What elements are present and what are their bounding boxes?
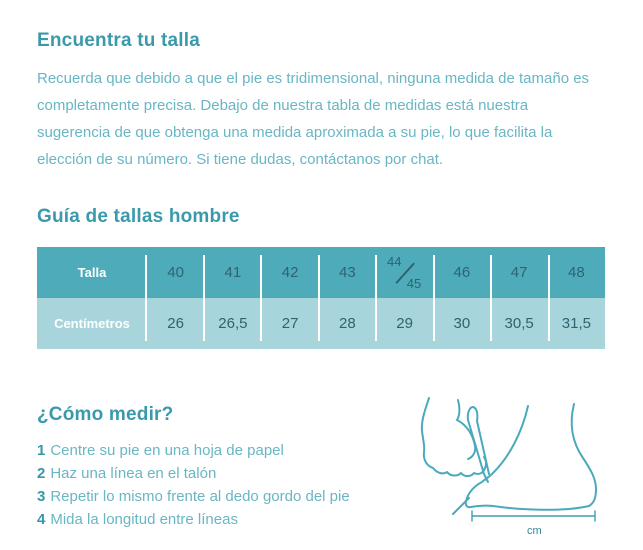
cm-cell: 30,5 [504,315,534,332]
wrist-inner-line [457,400,459,420]
cm-label: cm [527,525,542,537]
cm-cell: 26,5 [218,315,248,332]
step-number: 3 [37,488,46,505]
size-table [37,247,605,349]
foot-measurement-illustration [415,395,615,550]
size-guide-title: Guía de tallas hombre [37,206,240,227]
size-cell: 46 [453,264,471,281]
cm-cell: 27 [281,315,299,332]
table-row-centimeters [37,298,605,349]
size-cell: 43 [339,264,356,281]
how-title: ¿Cómo medir? [37,404,174,425]
step-text: Haz una línea en el talón [50,465,217,482]
cm-cell: 28 [339,315,356,332]
cm-cell: 30 [453,315,471,332]
size-cell: 47 [510,264,528,281]
step-number: 1 [37,442,46,459]
step-number: 2 [37,465,46,482]
size-cell-split [376,247,433,298]
step-text: Mida la longitud entre líneas [50,511,238,528]
foot-top-line [483,406,528,481]
thumb-line [457,420,475,459]
cm-cell: 29 [396,315,413,332]
size-cell: 41 [224,264,242,281]
foot-sole-line [466,482,589,510]
table-row-sizes [37,247,605,298]
step-text: Centre su pie en una hoja de papel [50,442,284,459]
row-label-centimetros: Centímetros [54,316,130,331]
split-size-bottom: 45 [406,276,422,291]
pencil-icon [468,407,489,482]
intro-paragraph: Recuerda que debido a que el pie es tridimensional, ninguna medida de tamaño es completamente precisa. Debajo de nuestra tabla de medidas está nuestra sugerencia de que obtenga una medida aproximada a su pie, lo que facilita la elección de su número. Si tiene dudas, contáctanos por chat. [37,70,590,168]
size-cell: 48 [568,264,585,281]
section-how-to-measure [37,404,605,537]
page-title: Encuentra tu talla [37,30,201,51]
step-number: 4 [37,511,46,528]
size-cell: 42 [281,264,299,281]
step-text: Repetir lo mismo frente al dedo gordo del pie [50,488,350,505]
cm-cell: 31,5 [561,315,591,332]
cm-cell: 26 [167,315,184,332]
row-label-talla: Talla [77,265,107,280]
foot-heel-line [572,404,596,506]
size-cell: 40 [167,264,184,281]
measurement-line [472,511,595,521]
split-size-top: 44 [387,254,402,269]
